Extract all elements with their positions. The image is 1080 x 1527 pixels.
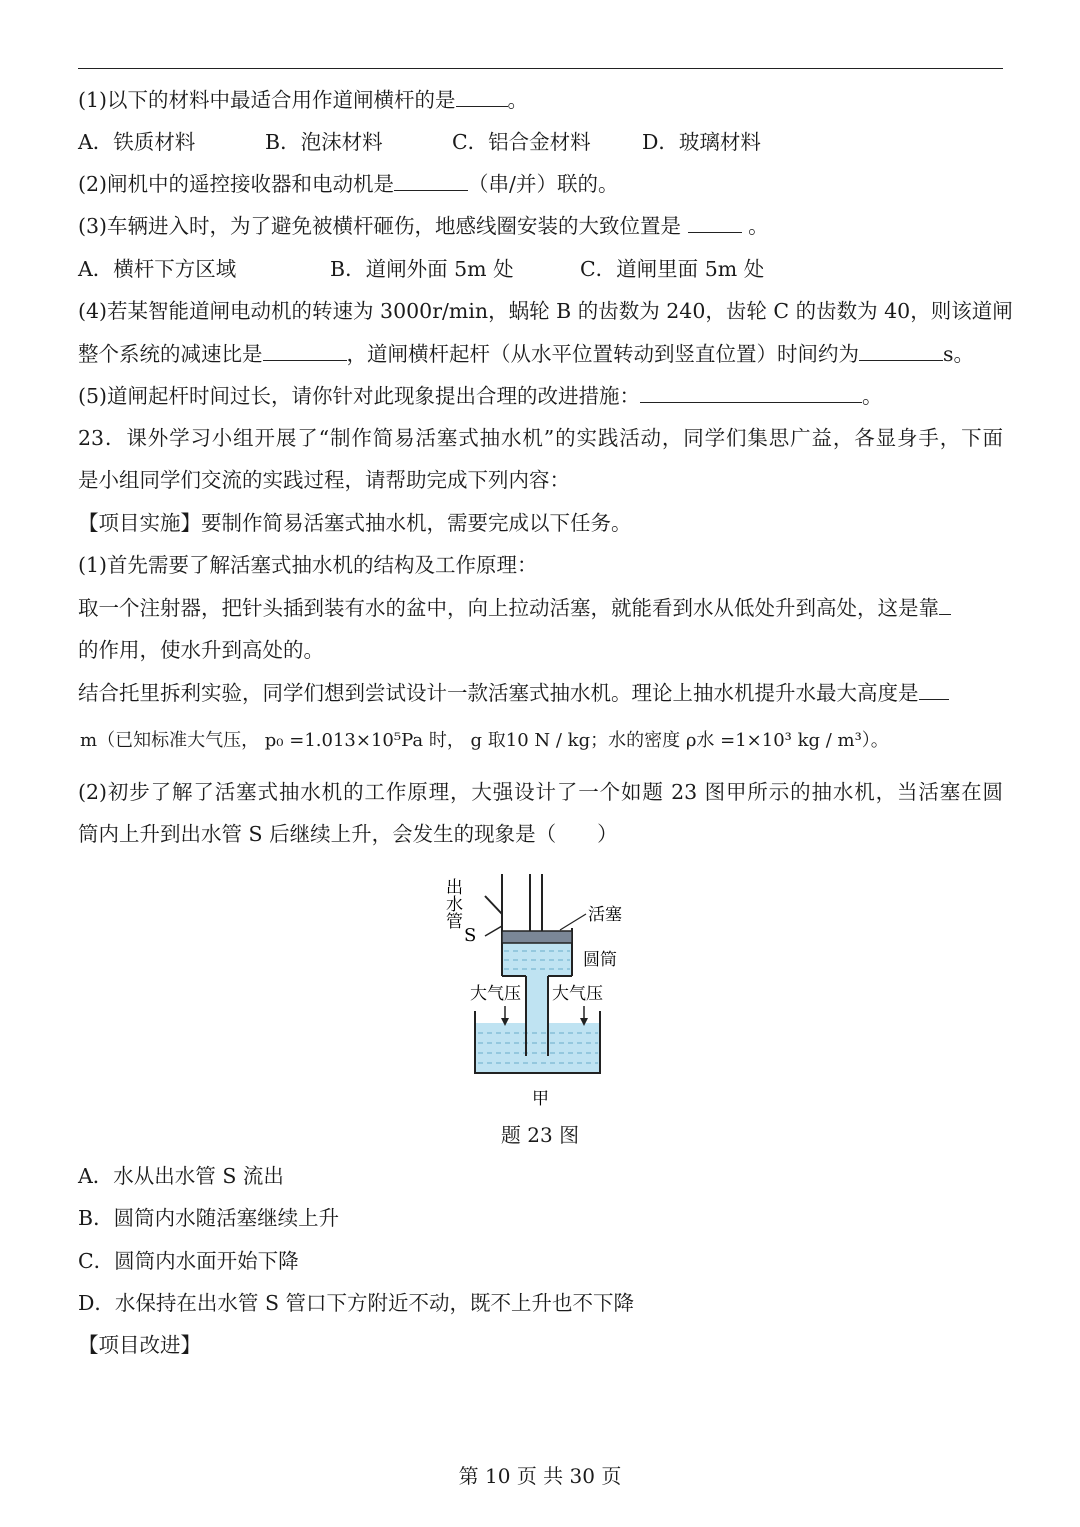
piston-label: 活塞 (588, 905, 622, 925)
pump-diagram (440, 856, 640, 1114)
answer-blank[interactable] (263, 340, 347, 361)
q22-p1-option-a[interactable]: A．铁质材料 (78, 130, 196, 154)
answer-blank[interactable] (394, 170, 468, 191)
q23-intro-line1: 23．课外学习小组开展了“制作简易活塞式抽水机”的实践活动，同学们集思广益，各显身手，下面 (78, 426, 1003, 450)
q22-p3-option-a[interactable]: A．横杆下方区域 (78, 257, 237, 281)
q22-p1-option-d[interactable]: D．玻璃材料 (642, 130, 761, 154)
answer-blank[interactable] (939, 594, 951, 615)
q22-part3: (3)车辆进入时，为了避免被横杆砸伤，地感线圈安装的大致位置是 。 (78, 214, 769, 238)
q22-p3-option-b[interactable]: B．道闸外面 5m 处 (330, 257, 514, 281)
q22-part1: (1)以下的材料中最适合用作道闸横杆的是 。 (78, 88, 529, 112)
q23-section2-line1: (2)初步了解了活塞式抽水机的工作原理，大强设计了一个如题 23 图甲所示的抽水机，当活塞在圆 (78, 780, 1003, 804)
q23-section1-title: (1)首先需要了解活塞式抽水机的结构及工作原理： (78, 553, 538, 577)
cylinder-label: 圆筒 (583, 950, 617, 970)
answer-blank[interactable] (688, 212, 742, 233)
figure-caption: 题 23 图 (500, 1123, 580, 1147)
answer-blank[interactable] (456, 86, 508, 107)
sub-label: 甲 (532, 1089, 549, 1109)
q22-p1-option-c[interactable]: C．铝合金材料 (452, 130, 591, 154)
q22-p1-option-b[interactable]: B．泡沫材料 (265, 130, 383, 154)
q22-part2: (2)闸机中的遥控接收器和电动机是 （串/并）联的。 (78, 172, 619, 196)
q23-intro-line2: 是小组同学们交流的实践过程，请帮助完成下列内容： (78, 468, 570, 492)
q22-p3-option-c[interactable]: C．道闸里面 5m 处 (580, 257, 765, 281)
q23-section1-line3: 结合托里拆利实验，同学们想到尝试设计一款活塞式抽水机。理论上抽水机提升水最大高度是 (78, 679, 949, 707)
page-footer: 第 10 页 共 30 页 (458, 1464, 622, 1488)
q23-section1-formula: m（已知标准大气压， p₀ =1.013×10⁵Pa 时， g 取10 N / kg；水的密度 ρ水 =1×10³ kg / m³）。 (80, 730, 889, 751)
q23-improve-heading: 【项目改进】 (78, 1333, 201, 1357)
q22-part4-line2: 整个系统的减速比是 ，道闸横杆起杆（从水平位置转动到竖直位置）时间约为 s。 (78, 342, 975, 366)
q23-section1-line1: 取一个注射器，把针头插到装有水的盆中，向上拉动活塞，就能看到水从低处升到高处，这是靠 (78, 594, 951, 622)
top-rule (78, 68, 1003, 69)
q23-option-d[interactable]: D．水保持在出水管 S 管口下方附近不动，既不上升也不下降 (78, 1291, 635, 1315)
outlet-label: 出水管 (442, 878, 462, 929)
q23-option-c[interactable]: C．圆筒内水面开始下降 (78, 1249, 299, 1273)
answer-blank[interactable] (919, 679, 949, 700)
outlet-pipe-upper (485, 896, 502, 914)
piston (502, 931, 572, 943)
q23-option-b[interactable]: B．圆筒内水随活塞继续上升 (78, 1206, 340, 1230)
answer-blank[interactable] (859, 340, 943, 361)
pipe-water (526, 976, 548, 1056)
q23-section1-line2: 的作用，使水升到高处的。 (78, 638, 324, 662)
s-label: S (464, 925, 477, 946)
q23-project-heading: 【项目实施】要制作简易活塞式抽水机，需要完成以下任务。 (78, 511, 632, 535)
q23-option-a[interactable]: A．水从出水管 S 流出 (78, 1164, 284, 1188)
q22-part5: (5)道闸起杆时间过长，请你针对此现象提出合理的改进措施： 。 (78, 384, 883, 408)
outlet-pipe-lower (485, 926, 502, 936)
q23-section2-line2: 筒内上升到出水管 S 后继续上升，会发生的现象是（ ） (78, 822, 618, 846)
piston-leader (560, 914, 586, 930)
atm-left-label: 大气压 (470, 984, 521, 1004)
answer-blank[interactable] (640, 382, 862, 403)
q22-part4-line1: (4)若某智能道闸电动机的转速为 3000r/min，蜗轮 B 的齿数为 240，齿轮 C 的齿数为 40，则该道闸 (78, 299, 1013, 323)
atm-right-label: 大气压 (552, 984, 603, 1004)
